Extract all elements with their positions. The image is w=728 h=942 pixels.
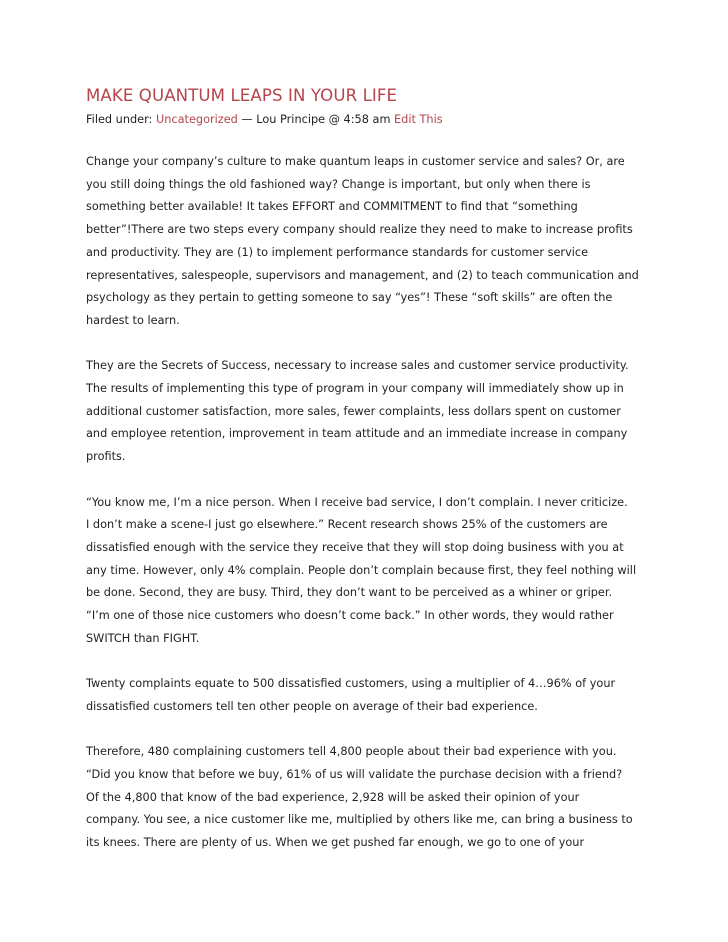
paragraph-line: I don’t make a scene-I just go elsewhere.” Recent research shows 25% of the customers are xyxy=(86,518,608,532)
paragraph-line: any time. However, only 4% complain. People don’t complain because first, they feel nothing will xyxy=(86,563,637,577)
paragraph-line: representatives, salespeople, supervisors and management, and (2) to teach communication and xyxy=(86,268,639,282)
paragraph-line: SWITCH than FIGHT. xyxy=(86,631,200,645)
paragraph-line: be done. Second, they are busy. Third, they don’t want to be perceived as a whiner or griper. xyxy=(86,586,613,600)
paragraph xyxy=(86,355,646,469)
post-byline: — Lou Principe @ 4:58 am xyxy=(241,113,391,126)
post-meta xyxy=(86,111,646,128)
paragraph xyxy=(86,741,646,855)
paragraph xyxy=(86,492,646,651)
filed-under-label: Filed under: xyxy=(86,113,153,126)
post-content xyxy=(86,151,646,855)
paragraph-line: hardest to learn. xyxy=(86,313,180,327)
paragraph-line: psychology as they pertain to getting someone to say “yes”! These “soft skills” are often the xyxy=(86,291,613,305)
paragraph-line: dissatisfied enough with the service they receive that they will stop doing business with you at xyxy=(86,540,624,554)
paragraph-line: you still doing things the old fashioned way? Change is important, but only when there is xyxy=(86,177,591,191)
post-title: MAKE QUANTUM LEAPS IN YOUR LIFE xyxy=(86,86,398,105)
category-link[interactable]: Uncategorized xyxy=(155,113,238,126)
paragraph-line: and employee retention, improvement in team attitude and an immediate increase in company xyxy=(86,427,628,441)
paragraph-line: something better available! It takes EFFORT and COMMITMENT to find that “something xyxy=(86,200,578,214)
paragraph-line: profits. xyxy=(86,450,126,464)
paragraph-line: and productivity. They are (1) to implement performance standards for customer service xyxy=(86,245,589,259)
paragraph-line: Twenty complaints equate to 500 dissatisfied customers, using a multiplier of 4…96% of your xyxy=(86,677,616,691)
paragraph-line: its knees. There are plenty of us. When we get pushed far enough, we go to one of your xyxy=(86,836,585,850)
paragraph-line: additional customer satisfaction, more sales, fewer complaints, less dollars spent on customer xyxy=(86,404,621,418)
paragraph-line: better”!There are two steps every company should realize they need to make to increase profits xyxy=(86,223,633,237)
paragraph xyxy=(86,673,646,718)
paragraph-line: “Did you know that before we buy, 61% of us will validate the purchase decision with a friend? xyxy=(86,767,623,781)
paragraph-line: Therefore, 480 complaining customers tell 4,800 people about their bad experience with you. xyxy=(86,745,617,759)
paragraph-line: “You know me, I’m a nice person. When I receive bad service, I don’t complain. I never criticize. xyxy=(86,495,628,509)
document-page xyxy=(86,85,646,877)
edit-this-link[interactable]: Edit This xyxy=(394,113,443,126)
paragraph xyxy=(86,151,646,333)
paragraph-line: dissatisfied customers tell ten other people on average of their bad experience. xyxy=(86,699,538,713)
paragraph-line: They are the Secrets of Success, necessary to increase sales and customer service productivity. xyxy=(86,359,629,373)
paragraph-line: company. You see, a nice customer like me, multiplied by others like me, can bring a business to xyxy=(86,813,633,827)
paragraph-line: “I’m one of those nice customers who doesn’t come back.” In other words, they would rather xyxy=(86,609,614,623)
paragraph-line: The results of implementing this type of program in your company will immediately show up in xyxy=(86,382,624,396)
paragraph-line: Change your company’s culture to make quantum leaps in customer service and sales? Or, are xyxy=(86,155,625,168)
paragraph-line: Of the 4,800 that know of the bad experience, 2,928 will be asked their opinion of your xyxy=(86,790,580,804)
